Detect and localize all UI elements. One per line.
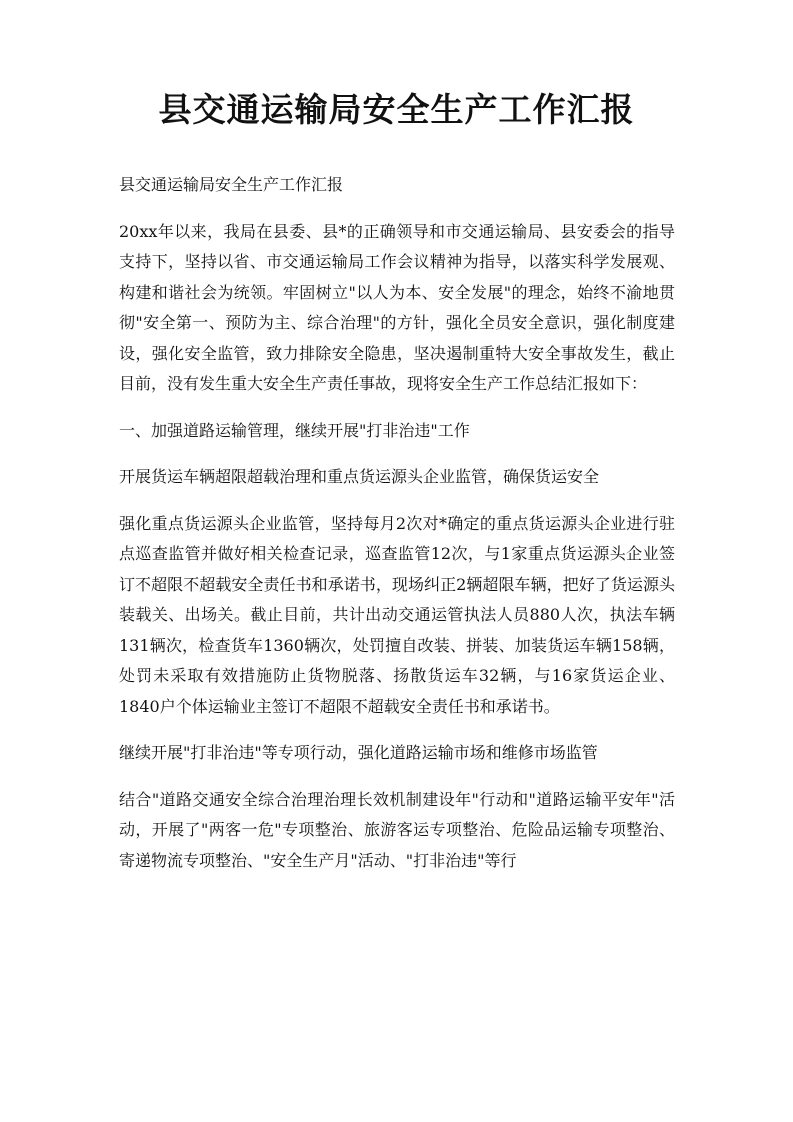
document-subtitle: 县交通运输局安全生产工作汇报 [119, 175, 344, 194]
subsection-heading-2: 继续开展"打非治违"等专项行动，强化道路运输市场和维修市场监管 [119, 743, 598, 762]
document-title: 县交通运输局安全生产工作汇报 [158, 90, 635, 129]
subsection-heading-1: 开展货运车辆超限超载治理和重点货运源头企业监管，确保货运安全 [119, 467, 600, 486]
paragraph-intro: 20xx年以来，我局在县委、县*的正确领导和市交通运输局、县安委会的指导支持下，坚持以省、市交通运输局工作会议精神为指导，以落实科学发展观、构建和谐社会为统领。牢固树立"以人为本、安全发展"的理念，始终不渝地贯彻"安全第一、预防为主、综合治理"的方针，强化全员安全意识，强化制度建设，强化安全监管，致力排除安全隐患，坚决遏制重特大安全事故发生，截止目前，没有发生重大安全生产责任事故，现将安全生产工作总结汇报如下： [119, 221, 675, 393]
document-body [119, 170, 675, 892]
paragraph-freight-supervision: 强化重点货运源头企业监管，坚持每月2次对*确定的重点货运源头企业进行驻点巡查监管并做好相关检查记录，巡查监管12次，与1家重点货运源头企业签订不超限不超载安全责任书和承诺书，现场纠正2辆超限车辆，把好了货运源头装载关、出场关。截止目前，共计出动交通运管执法人员880人次，执法车辆131辆次，检查货车1360辆次，处罚擅自改装、拼装、加装货运车辆158辆，处罚未采取有效措施防止货物脱落、扬散货运车32辆，与16家货运企业、1840户个体运输业主签订不超限不超载安全责任书和承诺书。 [119, 513, 675, 716]
section-heading-1: 一、加强道路运输管理，继续开展"打非治违"工作 [119, 420, 470, 440]
paragraph-special-actions: 结合"道路交通安全综合治理治理长效机制建设年"行动和"道路运输平安年"活动，开展了"两客一危"专项整治、旅游客运专项整治、危险品运输专项整治、寄递物流专项整治、"安全生产月"活动、"打非治违"等行 [119, 789, 675, 870]
